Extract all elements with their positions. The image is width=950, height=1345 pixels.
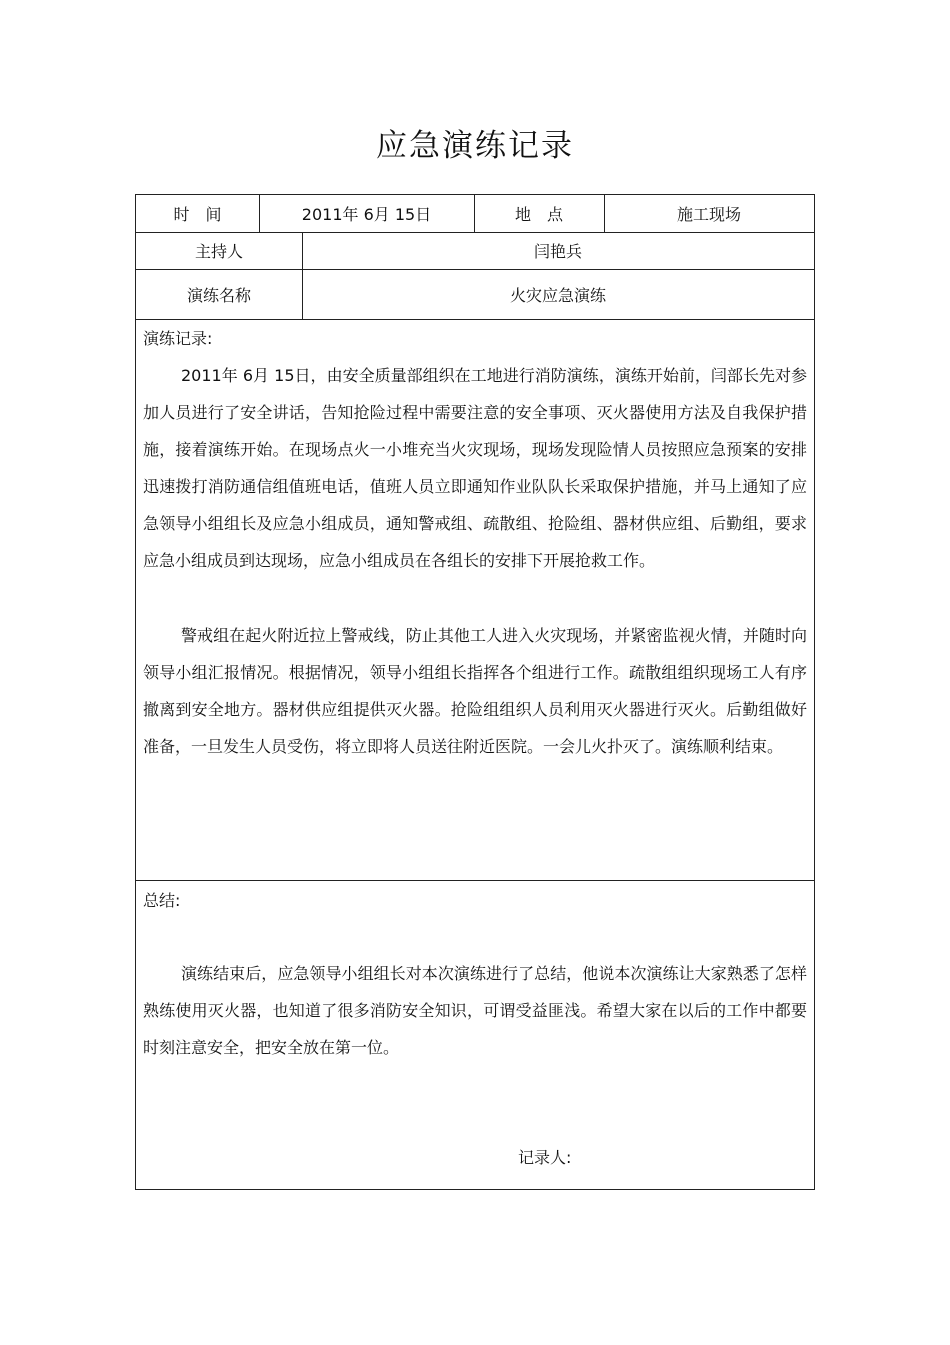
recorder-label: 记录人: [518, 1148, 572, 1167]
drill-record-form [135, 194, 815, 1190]
row-divider [136, 319, 814, 320]
time-value: 2011年 6月 15日 [301, 205, 432, 224]
row-divider [136, 232, 814, 233]
summary-label: 总结: [143, 891, 181, 910]
column-divider [604, 195, 605, 232]
column-divider [474, 195, 475, 232]
page-title: 应急演练记录 [376, 128, 574, 164]
column-divider [302, 232, 303, 319]
host-value: 闫艳兵 [533, 242, 582, 261]
row-divider [136, 269, 814, 270]
record-label: 演练记录: [143, 329, 213, 348]
column-divider [259, 195, 260, 232]
host-label: 主持人 [194, 242, 243, 261]
drill-name-value: 火灾应急演练 [509, 285, 606, 305]
row-divider [136, 880, 814, 881]
summary-paragraph: 演练结束后，应急领导小组组长对本次演练进行了总结，他说本次演练让大家熟悉了怎样熟练使用灭火器，也知道了很多消防安全知识，可谓受益匪浅。希望大家在以后的工作中都要时刻注意安全，把安全放在第一位。 [143, 964, 807, 1057]
drill-name-label: 演练名称 [186, 285, 251, 305]
place-value: 施工现场 [676, 205, 741, 224]
place-label: 地 点 [514, 205, 563, 224]
record-paragraph-1: 2011年 6月 15日，由安全质量部组织在工地进行消防演练，演练开始前，闫部长先对参加人员进行了安全讲话，告知抢险过程中需要注意的安全事项、灭火器使用方法及自我保护措施，接着演练开始。在现场点火一小堆充当火灾现场，现场发现险情人员按照应急预案的安排迅速拨打消防通信组值班电话，值班人员立即通知作业队队长采取保护措施，并马上通知了应急领导小组组长及应急小组成员，通知警戒组、疏散组、抢险组、器材供应组、后勤组，要求应急小组成员到达现场，应急小组成员在各组长的安排下开展抢救工作。 [143, 366, 807, 570]
time-label: 时 间 [173, 205, 222, 224]
record-paragraph-2: 警戒组在起火附近拉上警戒线，防止其他工人进入火灾现场，并紧密监视火情，并随时向领导小组汇报情况。根据情况，领导小组组长指挥各个组进行工作。疏散组组织现场工人有序撤离到安全地方。器材供应组提供灭火器。抢险组组织人员利用灭火器进行灭火。后勤组做好准备，一旦发生人员受伤，将立即将人员送往附近医院。一会儿火扑灭了。演练顺利结束。 [143, 626, 807, 756]
